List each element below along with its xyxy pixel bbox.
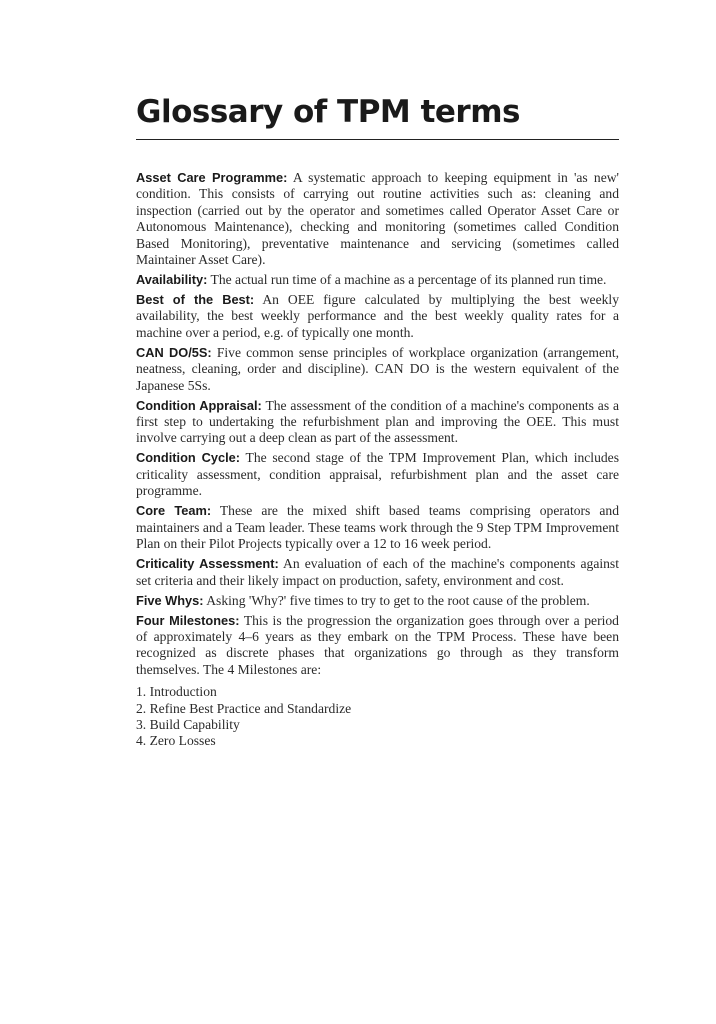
glossary-term: Five Whys:	[136, 592, 204, 608]
glossary-entry	[136, 345, 619, 394]
glossary-term: Availability:	[136, 272, 208, 288]
glossary-entry	[136, 556, 619, 589]
milestone-item: 4. Zero Losses	[136, 733, 216, 749]
glossary-entry	[136, 613, 619, 679]
glossary-term: Criticality Assessment:	[136, 556, 279, 572]
glossary-definition: The assessment of the condition of a machine's components as a first step to undertaking the refurbishment plan and improving the OEE. This must involve carrying out a deep clean as part of the assessment.	[136, 397, 620, 446]
glossary-body	[136, 170, 619, 750]
glossary-entry	[136, 292, 619, 341]
milestone-item: 2. Refine Best Practice and Standardize	[136, 700, 352, 716]
glossary-definition: This is the progression the organization goes through over a period of approximately 4–6 years as they embark on the TPM Process. These have been recognized as discrete phases that organizations go through as they transform themselves. The 4 Milestones are:	[136, 612, 619, 677]
glossary-entry	[136, 450, 619, 499]
glossary-term: Core Team:	[136, 503, 212, 519]
glossary-term: Condition Appraisal:	[136, 397, 262, 413]
glossary-entry	[136, 593, 619, 609]
glossary-definition: An evaluation of each of the machine's components against set criteria and their likely impact on production, safety, environment and cost.	[136, 556, 619, 588]
glossary-definition: The actual run time of a machine as a percentage of its planned run time.	[207, 272, 607, 288]
glossary-definition: The second stage of the TPM Improvement Plan, which includes criticality assessment, condition appraisal, refurbishment plan and the asset care programme.	[136, 450, 619, 499]
glossary-term: Best of the Best:	[136, 292, 255, 308]
glossary-entry	[136, 272, 619, 288]
glossary-entry	[136, 398, 619, 447]
milestone-item: 3. Build Capability	[136, 716, 240, 732]
title-divider	[136, 139, 619, 140]
glossary-term: Asset Care Programme:	[136, 170, 288, 185]
glossary-entry	[136, 170, 619, 268]
page-title: Glossary of TPM terms	[136, 94, 520, 130]
glossary-definition: An OEE figure calculated by multiplying the best weekly availability, the best weekly performance and the best weekly quality rates for a machine over a period, e.g. of typically one month.	[136, 292, 619, 340]
milestone-item: 1. Introduction	[136, 684, 217, 700]
glossary-definition: A systematic approach to keeping equipment in 'as new' condition. This consists of carrying out routine activities such as: cleaning and inspection (carried out by the operator and sometimes called Operator Asset Care or Autonomous Maintenance), checking and monitoring (sometimes called Condition Based Monitoring), preventative maintenance and servicing (sometimes called Maintainer Asset Care).	[136, 170, 620, 268]
glossary-definition: These are the mixed shift based teams comprising operators and maintainers and a Team leader. These teams work through the 9 Step TPM Improvement Plan on their Pilot Projects typically over a 12 to 16 week period.	[136, 503, 620, 552]
glossary-definition: Asking 'Why?' five times to try to get to the root cause of the problem.	[203, 592, 590, 608]
milestones-list	[136, 684, 619, 750]
glossary-definition: Five common sense principles of workplace organization (arrangement, neatness, cleaning, order and discipline). CAN DO is the western equivalent of the Japanese 5Ss.	[136, 344, 619, 393]
glossary-term: CAN DO/5S:	[136, 344, 212, 360]
glossary-term: Four Milestones:	[136, 612, 240, 628]
glossary-term: Condition Cycle:	[136, 450, 241, 466]
glossary-entry	[136, 503, 619, 552]
